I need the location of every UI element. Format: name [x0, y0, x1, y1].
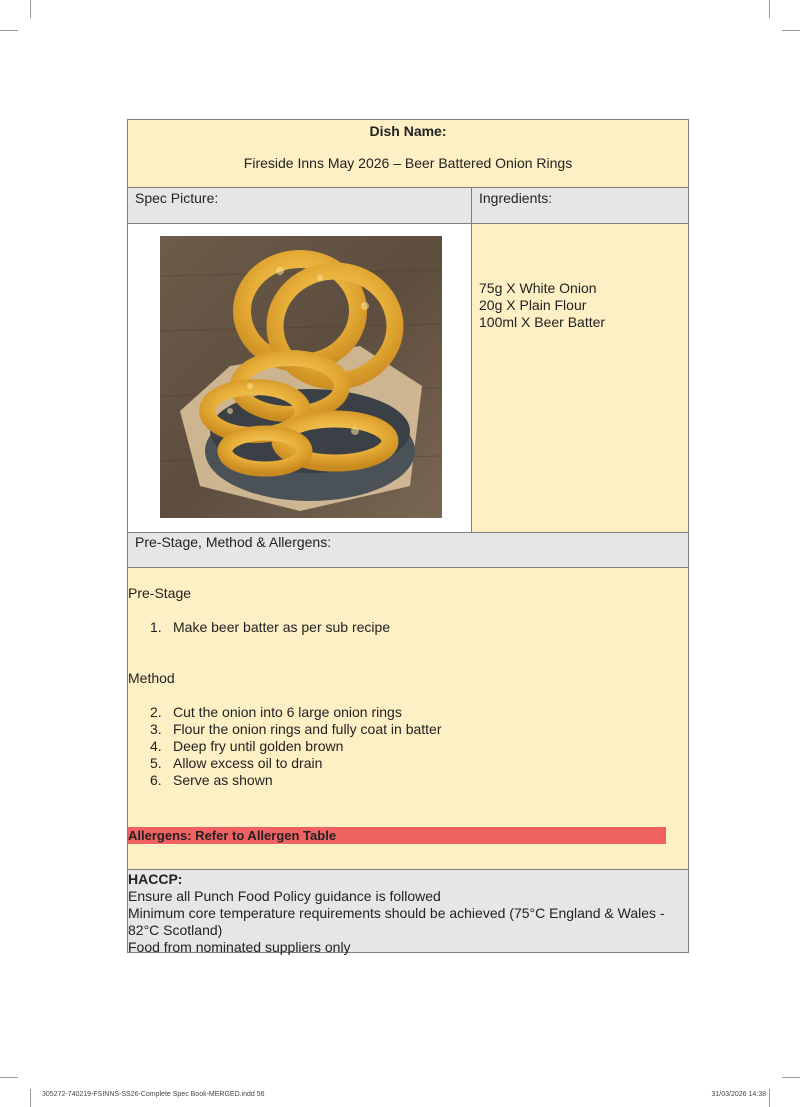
- picture-ingredients-row: [128, 223, 688, 532]
- step-text: Allow excess oil to drain: [173, 755, 323, 771]
- footer-timestamp: 31/03/2026 14:38: [711, 1091, 766, 1098]
- step-number: 2.: [150, 704, 162, 720]
- spec-sheet: [127, 119, 689, 953]
- step-text: Make beer batter as per sub recipe: [173, 619, 391, 635]
- ingredient-item: 20g X Plain Flour: [479, 297, 587, 313]
- method-steps: [150, 704, 442, 789]
- method-title: Method: [128, 670, 175, 686]
- method-section: [128, 567, 688, 869]
- ingredients-header: Ingredients:: [479, 190, 553, 206]
- list-item: [150, 704, 442, 721]
- footer-filename: 305272-740219-FSINNS-SS26-Complete Spec Book-MERGED.indd 56: [42, 1091, 265, 1098]
- crop-mark: [769, 1089, 770, 1107]
- list-item: [150, 755, 442, 772]
- haccp-section: [128, 869, 688, 955]
- haccp-line: Food from nominated suppliers only: [128, 939, 351, 955]
- method-allergens-header: Pre-Stage, Method & Allergens:: [128, 532, 688, 567]
- list-item: [150, 772, 442, 789]
- ingredients-list: [472, 224, 688, 532]
- haccp-line: Ensure all Punch Food Policy guidance is followed: [128, 888, 441, 904]
- spec-picture-header: Spec Picture:: [128, 188, 472, 223]
- step-number: 5.: [150, 755, 162, 771]
- crop-mark: [30, 0, 31, 18]
- step-number: 4.: [150, 738, 162, 754]
- crop-mark: [782, 1077, 800, 1078]
- ingredient-item: 75g X White Onion: [479, 280, 597, 296]
- haccp-title: HACCP:: [128, 871, 183, 887]
- prestage-steps: [150, 619, 390, 636]
- step-text: Deep fry until golden brown: [173, 738, 344, 754]
- crop-mark: [769, 0, 770, 18]
- step-text: Serve as shown: [173, 772, 273, 788]
- haccp-line: Minimum core temperature requirements should be achieved (75°C England & Wales - 82°C Scotland): [128, 905, 665, 938]
- dish-name-label: Dish Name:: [369, 123, 447, 139]
- section-headers: [128, 187, 688, 223]
- list-item: [150, 721, 442, 738]
- step-number: 1.: [150, 619, 162, 635]
- allergens-banner: Allergens: Refer to Allergen Table: [128, 827, 666, 844]
- onion-rings-photo: [160, 236, 442, 518]
- step-number: 3.: [150, 721, 162, 737]
- prestage-title: Pre-Stage: [128, 585, 192, 601]
- list-item: [150, 738, 442, 755]
- list-item: [150, 619, 390, 636]
- step-number: 6.: [150, 772, 162, 788]
- ingredient-item: 100ml X Beer Batter: [479, 314, 606, 330]
- step-text: Flour the onion rings and fully coat in batter: [173, 721, 442, 737]
- crop-mark: [782, 30, 800, 31]
- step-text: Cut the onion into 6 large onion rings: [173, 704, 402, 720]
- dish-name-section: [128, 120, 688, 187]
- crop-mark: [0, 30, 18, 31]
- crop-mark: [0, 1077, 18, 1078]
- dish-name-value: Fireside Inns May 2026 – Beer Battered Onion Rings: [243, 155, 573, 171]
- crop-mark: [30, 1089, 31, 1107]
- spec-picture-cell: [128, 224, 472, 532]
